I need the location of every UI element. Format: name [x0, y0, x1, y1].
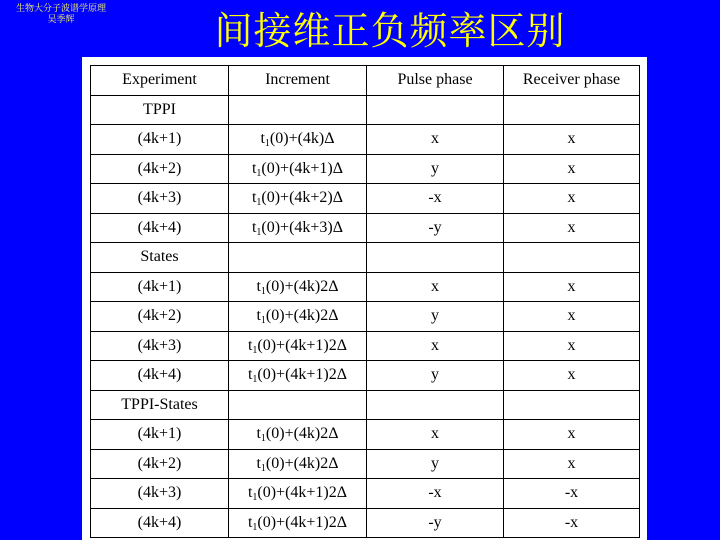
pulse-phase-cell: -y	[367, 213, 504, 243]
increment-subscript: 1	[256, 226, 262, 238]
increment-expression: (0)+(4k+3)Δ	[261, 218, 344, 236]
increment-cell	[229, 479, 367, 509]
pulse-phase-cell: y	[367, 154, 504, 184]
step-cell: (4k+2)	[91, 302, 229, 332]
increment-symbol: t	[247, 484, 253, 502]
pulse-phase-cell: x	[367, 420, 504, 450]
pulse-phase-cell: y	[367, 449, 504, 479]
empty-cell	[229, 390, 367, 420]
header-pulse-phase: Pulse phase	[367, 66, 504, 96]
step-cell: (4k+3)	[91, 479, 229, 509]
table-panel	[82, 57, 647, 540]
receiver-phase-cell: x	[504, 184, 640, 214]
increment-symbol: t	[251, 218, 257, 236]
increment-expression: (0)+(4k+1)2Δ	[257, 366, 348, 384]
table-row	[91, 449, 640, 479]
step-cell: (4k+1)	[91, 420, 229, 450]
receiver-phase-cell: -x	[504, 479, 640, 509]
increment-subscript: 1	[252, 374, 258, 386]
pulse-phase-cell: -y	[367, 508, 504, 538]
increment-cell	[229, 420, 367, 450]
increment-subscript: 1	[260, 433, 266, 445]
increment-subscript: 1	[256, 197, 262, 209]
increment-expression: (0)+(4k+1)2Δ	[257, 336, 348, 354]
increment-symbol: t	[251, 159, 257, 177]
increment-cell	[229, 302, 367, 332]
increment-symbol: t	[247, 513, 253, 531]
increment-subscript: 1	[260, 285, 266, 297]
pulse-phase-cell: x	[367, 125, 504, 155]
section-name: TPPI-States	[91, 390, 229, 420]
section-row	[91, 95, 640, 125]
table-row	[91, 213, 640, 243]
increment-expression: (0)+(4k)2Δ	[265, 307, 339, 325]
increment-expression: (0)+(4k+2)Δ	[261, 189, 344, 207]
table-row	[91, 154, 640, 184]
pulse-phase-cell: y	[367, 302, 504, 332]
increment-cell	[229, 125, 367, 155]
table-row	[91, 508, 640, 538]
increment-cell	[229, 213, 367, 243]
section-name: TPPI	[91, 95, 229, 125]
pulse-phase-cell: y	[367, 361, 504, 391]
receiver-phase-cell: x	[504, 420, 640, 450]
section-row	[91, 390, 640, 420]
increment-subscript: 1	[260, 462, 266, 474]
step-cell: (4k+4)	[91, 361, 229, 391]
increment-symbol: t	[260, 130, 265, 148]
header-row	[91, 66, 640, 96]
increment-cell	[229, 361, 367, 391]
step-cell: (4k+1)	[91, 272, 229, 302]
increment-subscript: 1	[256, 167, 262, 179]
receiver-phase-cell: -x	[504, 508, 640, 538]
receiver-phase-cell: x	[504, 125, 640, 155]
step-cell: (4k+4)	[91, 213, 229, 243]
increment-symbol: t	[256, 454, 261, 472]
pulse-phase-cell: -x	[367, 479, 504, 509]
increment-subscript: 1	[260, 315, 266, 327]
table-row	[91, 125, 640, 155]
receiver-phase-cell: x	[504, 449, 640, 479]
table-row	[91, 184, 640, 214]
increment-expression: (0)+(4k+1)2Δ	[257, 513, 348, 531]
empty-cell	[504, 95, 640, 125]
increment-symbol: t	[251, 189, 257, 207]
step-cell: (4k+3)	[91, 184, 229, 214]
increment-expression: (0)+(4k)2Δ	[265, 454, 339, 472]
receiver-phase-cell: x	[504, 213, 640, 243]
increment-expression: (0)+(4k)2Δ	[265, 425, 339, 443]
step-cell: (4k+1)	[91, 125, 229, 155]
table-row	[91, 479, 640, 509]
section-row	[91, 243, 640, 273]
receiver-phase-cell: x	[504, 154, 640, 184]
empty-cell	[367, 243, 504, 273]
receiver-phase-cell: x	[504, 272, 640, 302]
table-row	[91, 420, 640, 450]
increment-cell	[229, 331, 367, 361]
pulse-phase-cell: x	[367, 331, 504, 361]
increment-cell	[229, 272, 367, 302]
empty-cell	[367, 390, 504, 420]
increment-expression: (0)+(4k+1)2Δ	[257, 484, 348, 502]
increment-cell	[229, 449, 367, 479]
header-receiver-phase: Receiver phase	[504, 66, 640, 96]
table-row	[91, 361, 640, 391]
receiver-phase-cell: x	[504, 361, 640, 391]
author-name: 吴季辉	[47, 15, 75, 25]
increment-cell	[229, 508, 367, 538]
empty-cell	[367, 95, 504, 125]
step-cell: (4k+4)	[91, 508, 229, 538]
receiver-phase-cell: x	[504, 302, 640, 332]
phase-cycling-table	[90, 65, 640, 538]
increment-expression: (0)+(4k)2Δ	[265, 277, 339, 295]
empty-cell	[229, 95, 367, 125]
increment-symbol: t	[256, 425, 261, 443]
table-body	[91, 66, 640, 538]
receiver-phase-cell: x	[504, 331, 640, 361]
course-name: 生物大分子波谱学原理	[15, 4, 106, 14]
increment-cell	[229, 154, 367, 184]
slide-title: 间接维正负频率区别	[214, 9, 566, 53]
table-row	[91, 331, 640, 361]
pulse-phase-cell: -x	[367, 184, 504, 214]
increment-symbol: t	[247, 366, 253, 384]
increment-symbol: t	[247, 336, 253, 354]
header-increment: Increment	[229, 66, 367, 96]
empty-cell	[504, 390, 640, 420]
increment-expression: (0)+(4k)Δ	[269, 130, 335, 148]
step-cell: (4k+2)	[91, 449, 229, 479]
table-row	[91, 302, 640, 332]
step-cell: (4k+2)	[91, 154, 229, 184]
table-row	[91, 272, 640, 302]
increment-subscript: 1	[252, 344, 258, 356]
step-cell: (4k+3)	[91, 331, 229, 361]
increment-expression: (0)+(4k+1)Δ	[261, 159, 344, 177]
increment-subscript: 1	[252, 492, 258, 504]
increment-subscript: 1	[264, 138, 270, 150]
empty-cell	[229, 243, 367, 273]
header-experiment: Experiment	[91, 66, 229, 96]
increment-symbol: t	[256, 277, 261, 295]
empty-cell	[504, 243, 640, 273]
pulse-phase-cell: x	[367, 272, 504, 302]
increment-subscript: 1	[252, 521, 258, 533]
section-name: States	[91, 243, 229, 273]
increment-symbol: t	[256, 307, 261, 325]
increment-cell	[229, 184, 367, 214]
